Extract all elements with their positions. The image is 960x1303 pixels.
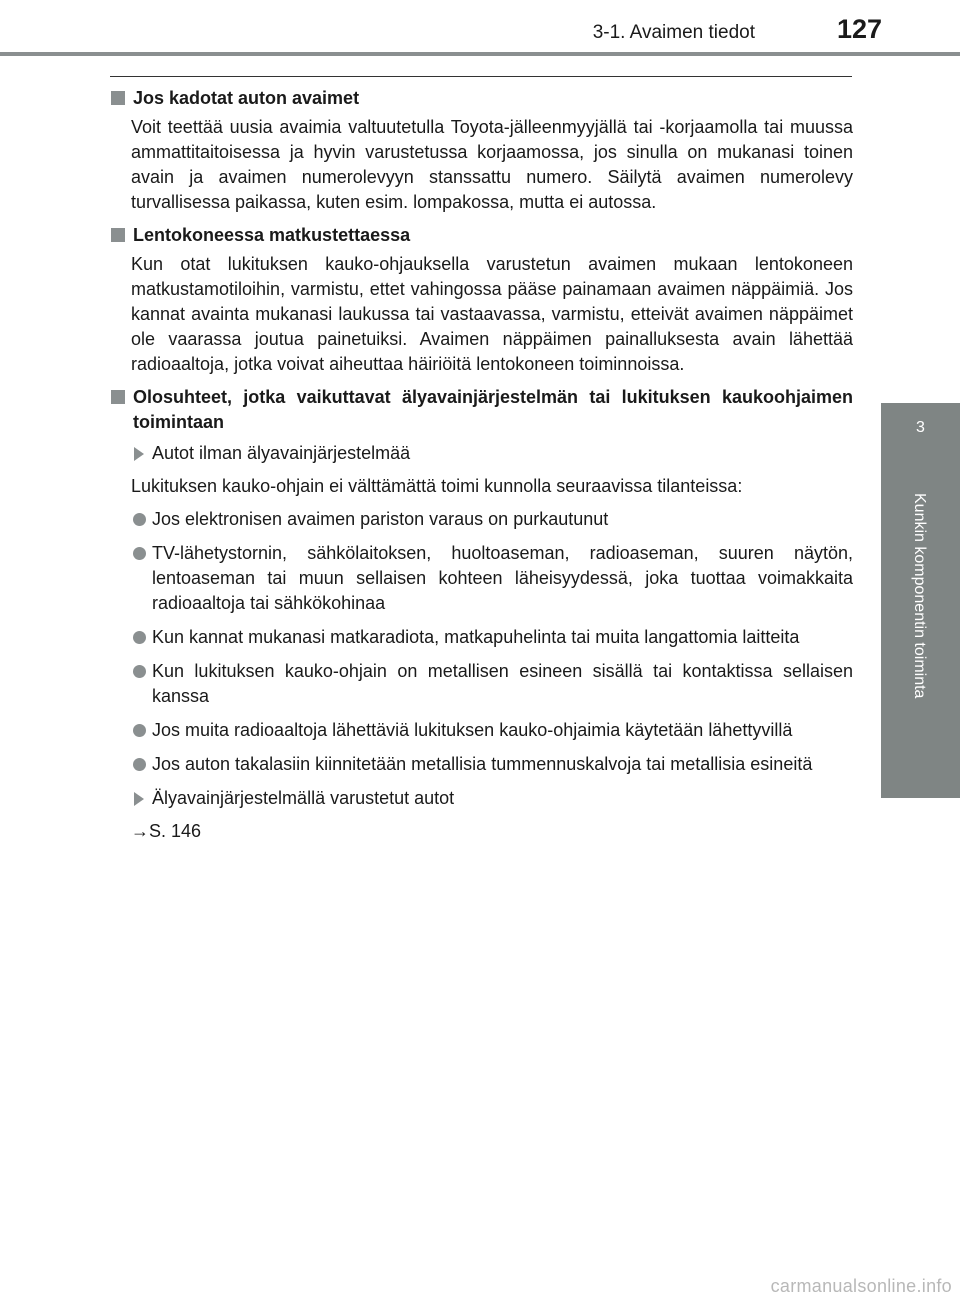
circle-bullet-icon [133,724,146,737]
page-content [109,86,853,844]
page-number: 127 [836,14,882,44]
list-item: Jos muita radioaaltoja lähettäviä lukituksen kauko-ohjaimia käytetään lähettyvillä [131,718,853,743]
circle-bullet-icon [133,665,146,678]
top-rule [110,76,852,77]
list-item: Jos auton takalasiin kiinnitetään metallisia tummennuskalvoja tai metallisia esineitä [131,752,853,777]
list-item: Kun lukituksen kauko-ohjain on metallisen esineen sisällä tai kontaktissa sellaisen kanssa [131,659,853,709]
section-heading: Olosuhteet, jotka vaikuttavat älyavainjärjestelmän tai lukituksen kaukoohjaimen toimintaan [109,385,853,435]
circle-bullet-icon [133,547,146,560]
section-heading: Lentokoneessa matkustettaessa [109,223,853,248]
section-heading: Jos kadotat auton avaimet [109,86,853,111]
list-item: TV-lähetystornin, sähkölaitoksen, huoltoaseman, radioaseman, suuren näytön, lentoaseman tai muun sellaisen kohteen läheisyydessä, joka tuottaa voimakkaita radioaaltoja tai sähkökohinaa [131,541,853,616]
watermark: carmanualsonline.info [770,1276,952,1296]
triangle-bullet-icon [134,447,144,461]
circle-bullet-icon [133,631,146,644]
intro-paragraph: Lukituksen kauko-ohjain ei välttämättä toimi kunnolla seuraavissa tilanteissa: [131,476,743,496]
page-reference-link[interactable]: →S. 146 [131,821,202,841]
chapter-label: Kunkin komponentin toiminta [911,493,928,699]
chapter-side-tab [881,403,960,798]
list-item: Kun kannat mukanasi matkaradiota, matkapuhelinta tai muita langattomia laitteita [131,625,853,650]
chapter-number: 3 [916,419,925,436]
circle-bullet-icon [133,758,146,771]
section-paragraph: Voit teettää uusia avaimia valtuutetulla Toyota-jälleenmyyjällä tai -korjaamolla tai muussa ammattitaitoisessa ja hyvin varustetussa korjaamossa, jos sinulla on mukanasi toinen avain ja avaimen numerolevyyn stanssattu numero. Säilytä avaimen numerolevy turvallisessa paikassa, kuten esim. lompakossa, mutta ei autossa. [131,117,853,212]
circle-bullet-icon [133,513,146,526]
header-bar [0,52,960,56]
subheading: Älyavainjärjestelmällä varustetut autot [131,786,853,811]
triangle-bullet-icon [134,792,144,806]
section-title: 3-1. Avaimen tiedot [592,22,755,43]
subheading: Autot ilman älyavainjärjestelmää [131,441,853,466]
square-bullet-icon [111,228,125,242]
section-paragraph: Kun otat lukituksen kauko-ohjauksella varustetun avaimen mukaan lentokoneen matkustamotiloihin, varmistu, ettet vahingossa pääse painamaan avaimen näppäimiä. Jos kannat avainta mukanasi laukussa tai vastaavassa, varmistu, etteivät avaimen näppäimet ole vaarassa joutua painetuiksi. Avaimen näppäimen painalluksesta avain lähettää radioaaltoja, jotka voivat aiheuttaa häiriöitä lentokoneen toiminnoissa. [131,254,853,374]
square-bullet-icon [111,390,125,404]
square-bullet-icon [111,91,125,105]
list-item: Jos elektronisen avaimen pariston varaus on purkautunut [131,507,853,532]
